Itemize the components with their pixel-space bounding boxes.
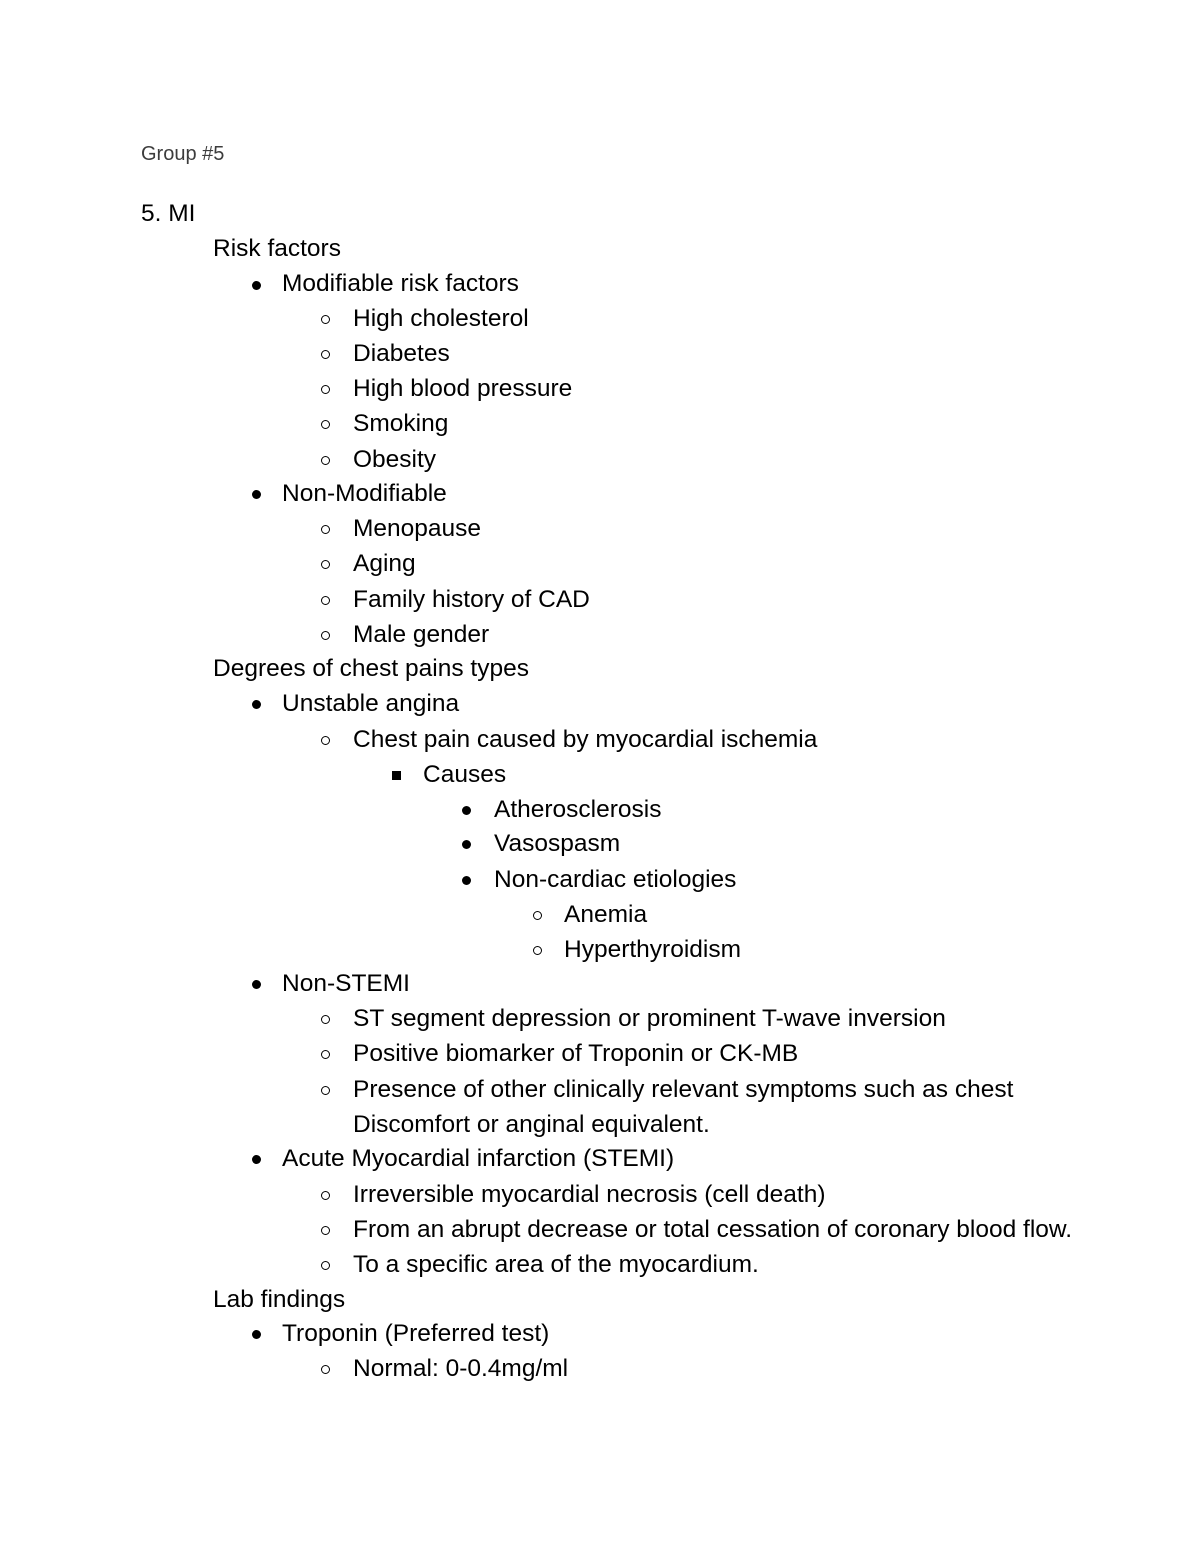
bullet-dot-icon: [462, 806, 471, 815]
list-item: Modifiable risk factors: [282, 270, 519, 297]
group-label: Group #5: [141, 143, 225, 165]
list-item: Non-Modifiable: [282, 480, 447, 507]
list-item-continuation: Discomfort or anginal equivalent.: [353, 1111, 710, 1138]
list-item: Chest pain caused by myocardial ischemia: [353, 726, 818, 753]
list-item: Non-cardiac etiologies: [494, 866, 737, 893]
bullet-circle-icon: [321, 420, 330, 429]
list-item: Non-STEMI: [282, 970, 410, 997]
list-item: Irreversible myocardial necrosis (cell death): [353, 1181, 826, 1208]
list-item: Unstable angina: [282, 690, 460, 717]
list-item: High cholesterol: [353, 305, 529, 332]
list-item: Presence of other clinically relevant symptoms such as chest: [353, 1076, 1014, 1103]
bullet-circle-icon: [321, 560, 330, 569]
bullet-dot-icon: [252, 490, 261, 499]
list-item: Anemia: [564, 901, 648, 928]
list-item: Causes: [423, 761, 507, 788]
list-item: Menopause: [353, 515, 482, 542]
list-item: Normal: 0-0.4mg/ml: [353, 1355, 569, 1382]
bullet-circle-icon: [533, 946, 542, 955]
bullet-dot-icon: [252, 281, 261, 290]
bullet-dot-icon: [252, 980, 261, 989]
bullet-circle-icon: [321, 1365, 330, 1374]
bullet-circle-icon: [321, 631, 330, 640]
list-item: Male gender: [353, 621, 490, 648]
bullet-dot-icon: [462, 840, 471, 849]
bullet-circle-icon: [533, 911, 542, 920]
bullet-circle-icon: [321, 525, 330, 534]
bullet-circle-icon: [321, 1015, 330, 1024]
list-item: From an abrupt decrease or total cessation of coronary blood flow.: [353, 1216, 1073, 1243]
bullet-dot-icon: [462, 876, 471, 885]
list-item: Family history of CAD: [353, 586, 590, 613]
list-item: To a specific area of the myocardium.: [353, 1251, 759, 1278]
bullet-dot-icon: [252, 1155, 261, 1164]
list-item: Positive biomarker of Troponin or CK-MB: [353, 1040, 799, 1067]
list-item: ST segment depression or prominent T-wave inversion: [353, 1005, 946, 1032]
bullet-circle-icon: [321, 1086, 330, 1095]
document-title: 5. MI: [141, 200, 196, 227]
list-item: Troponin (Preferred test): [282, 1320, 550, 1347]
bullet-circle-icon: [321, 736, 330, 745]
bullet-circle-icon: [321, 1226, 330, 1235]
list-item: Aging: [353, 550, 416, 577]
list-item: Hyperthyroidism: [564, 936, 741, 963]
list-item: Diabetes: [353, 340, 450, 367]
list-item: Vasospasm: [494, 830, 621, 857]
section-heading-risk-factors: Risk factors: [213, 235, 341, 262]
bullet-circle-icon: [321, 385, 330, 394]
bullet-circle-icon: [321, 1261, 330, 1270]
list-item: High blood pressure: [353, 375, 573, 402]
section-heading-chest-pain: Degrees of chest pains types: [213, 655, 529, 682]
bullet-circle-icon: [321, 350, 330, 359]
bullet-circle-icon: [321, 1050, 330, 1059]
list-item: Obesity: [353, 446, 437, 473]
list-item: Acute Myocardial infarction (STEMI): [282, 1145, 675, 1172]
section-heading-lab-findings: Lab findings: [213, 1286, 346, 1313]
bullet-square-icon: [392, 771, 401, 780]
bullet-circle-icon: [321, 315, 330, 324]
bullet-circle-icon: [321, 456, 330, 465]
bullet-dot-icon: [252, 700, 261, 709]
list-item: Smoking: [353, 410, 449, 437]
bullet-dot-icon: [252, 1330, 261, 1339]
bullet-circle-icon: [321, 1191, 330, 1200]
list-item: Atherosclerosis: [494, 796, 662, 823]
bullet-circle-icon: [321, 596, 330, 605]
